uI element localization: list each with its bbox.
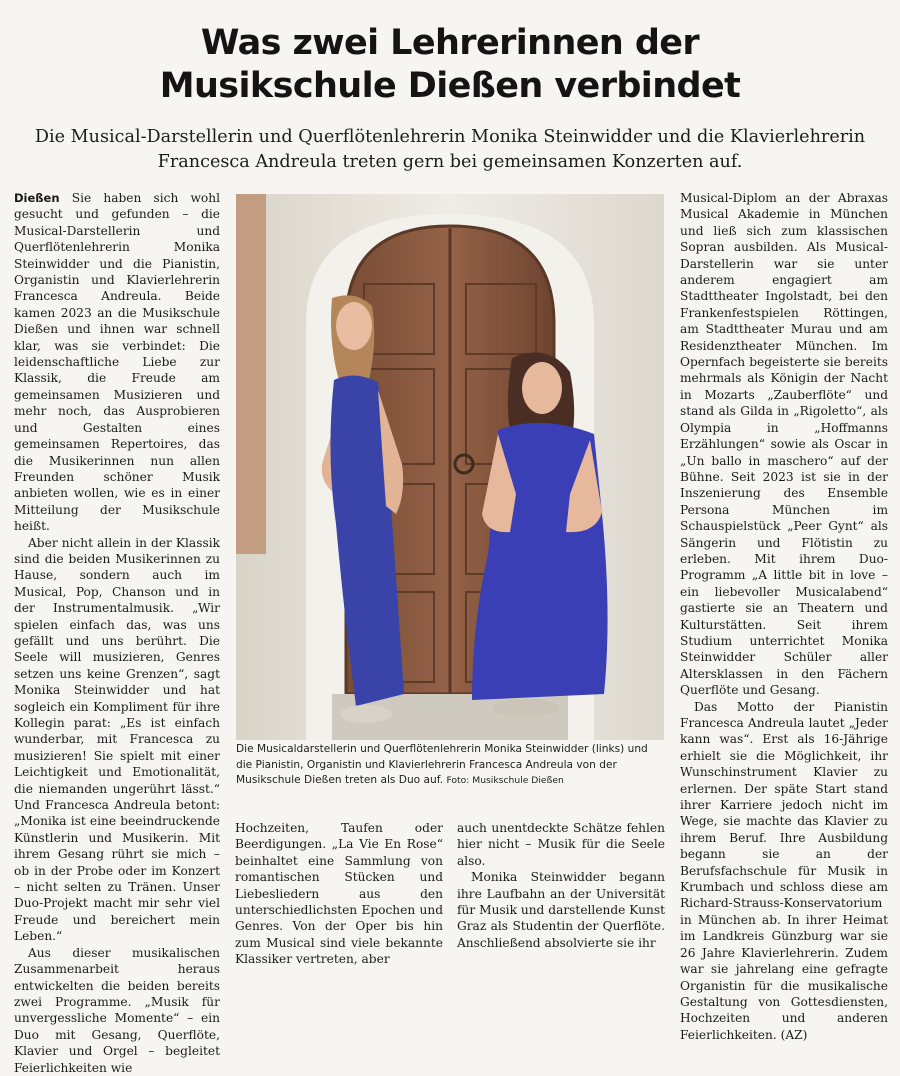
headline-line-2: Musikschule Dießen verbindet [159,66,741,106]
paragraph: Musical-Diplom an der Abraxas Musical Akademie in München und ließ sich zum klassischen Sopran ausbilden. Als Musical-Darstellerin war sie unter anderem engagiert am Stadttheater Ingolstadt, bei den Frankenfestspielen Röttingen, am Stadttheater Murau und am Residenztheater München. Im Opernfach begeisterte sie bereits mehrmals als Königin der Nacht in Mozarts „Zauberflöte“ und stand als Gilda in „Rigoletto“, als Olympia in „Hoffmanns Erzählungen“ sowie als Oscar in „Un ballo in maschero“ auf der Bühne. Seit 2023 ist sie in der Inszenierung des Ensemble Persona München im Schauspielstück „Peer Gynt“ als Sängerin und Flötistin zu erleben. Mit ihrem Duo-Programm „A little bit in love – ein liebevoller Musicalabend“ gastierte sie an Theatern und Kulturstätten. Seit ihrem Studium unterrichtet Monika Steinwidder Schüler aller Altersklassen in den Fächern Querflöte und Gesang. [680,191,888,698]
subline-line-2: Francesca Andreula treten gern bei gemeinsamen Konzerten auf. [157,152,743,172]
paragraph: Aus dieser musikalischen Zusammenarbeit heraus entwickelten die beiden bereits zwei Programme. „Musik für unvergessliche Momente“ – ein Duo mit Gesang, Querflöte, Klavier und Orgel – begleitet Feierlichkeiten wie [14,945,220,1075]
paragraph [14,190,220,535]
paragraph: Monika Steinwidder begann ihre Laufbahn an der Universität für Musik und darstellende Kunst Graz als Studentin der Querflöte. Anschließend absolvierte sie ihr [457,870,665,950]
article-column-1 [14,190,220,1076]
paragraph: Hochzeiten, Taufen oder Beerdigungen. „La Vie En Rose“ beinhaltet eine Sammlung von romantischen Stücken und Liebesliedern aus den unterschiedlichsten Epochen und Genres. Von der Oper bis hin zum Musical sind viele bekannte Klassiker vertreten, aber [235,821,443,967]
subline-line-1: Die Musical-Darstellerin und Querflötenlehrerin Monika Steinwidder und die Klavierlehrerin [34,127,866,147]
caption-text: Die Musicaldarstellerin und Querflötenlehrerin Monika Steinwidder (links) und die Pianistin, Organistin und Klavierlehrerin Francesca Andreula von der Musikschule Dießen treten als Duo auf. [236,743,648,786]
article-column-4 [680,190,888,1043]
paragraph: Das Motto der Pianistin Francesca Andreula lautet „Jeder kann was“. Erst als 16-Jährige erhielt sie die Möglichkeit, ihr Wunschinstrument Klavier zu erlernen. Der späte Start stand ihrer Karriere jedoch nicht im Wege, sie machte das Klavier zu ihrem Beruf. Ihre Ausbildung begann sie an der Berufsfachschule für Musik in Krumbach und schloss diese am Richard-Strauss-Konservatorium in München ab. In ihrer Heimat im Landkreis Günzburg war sie 26 Jahre Klavierlehrerin. Zudem war sie jahrelang eine gefragte Organistin für die musikalische Gestaltung von Gottesdiensten, Hochzeiten und anderen Feierlichkeiten. (AZ) [680,699,888,1042]
subline [0,125,900,175]
paragraph: auch unentdeckte Schätze fehlen hier nicht – Musik für die Seele also. [457,821,665,868]
article-column-2 [235,820,443,968]
wall-edge [236,194,266,554]
headline-line-1: Was zwei Lehrerinnen der [200,23,700,63]
duo-photo-illustration [236,194,664,740]
paragraph: Aber nicht allein in der Klassik sind die beiden Musikerinnen zu Hause, sondern auch im Musical, Pop, Chanson und in der Instrumentalmusik. „Wir spielen einfach das, was uns gefällt und uns berührt. Die Seele will musizieren, Genres setzen uns keine Grenzen“, sagt Monika Steinwidder und hat sogleich ein Kompliment für ihre Kollegin parat: „Es ist einfach wunderbar, mit Francesca zu musizieren! Sie spielt mit einer Leichtigkeit und Emotionalität, die niemanden ungerührt lässt.“ Und Francesca Andreula betont: „Monika ist eine beeindruckende Künstlerin und Musikerin. Mit ihrem Gesang rührt sie mich – ob in der Probe oder im Konzert – nicht selten zu Tränen. Unser Duo-Projekt macht mir sehr viel Freude und bereichert mein Leben.“ [14,535,220,944]
headline [0,22,900,108]
paragraph-text: Sie haben sich wohl gesucht und gefunden – die Musical-Darstellerin und Querflötenlehrerin Monika Steinwidder und die Pianistin, Organistin und Klavierlehrerin Francesca Andreula. Beide kamen 2023 an die Musikschule Dießen und ihnen war schnell klar, was sie verbindet: Die leidenschaftliche Liebe zur Klassik, die Freude am gemeinsamen Musizieren und mehr noch, das Ausprobieren und Gestalten eines gemeinsamen Repertoires, das die Musikerinnen nun allen Freunden schöner Musik anbieten wollen, wie es in einer Mitteilung der Musikschule heißt. [14,191,221,534]
photo-caption [236,742,664,789]
photo-credit: Foto: Musikschule Dießen [446,775,564,786]
dateline: Dießen [14,191,60,205]
article-photo [236,194,664,740]
article-column-3 [457,820,665,951]
